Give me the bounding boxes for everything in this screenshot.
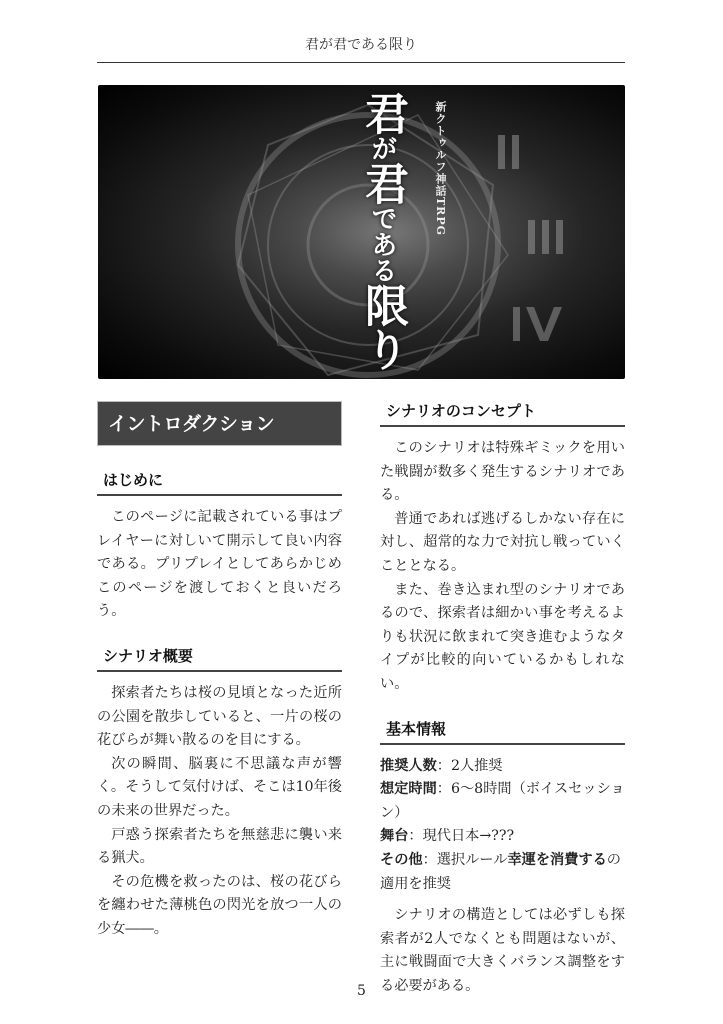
paragraph: このシナリオは特殊ギミックを用いた戦闘が数多く発生するシナリオである。 [380,440,625,504]
paragraph: 次の瞬間、脳裏に不思議な声が響く。そうして気付けば、そこは10年後の未来の世界だった。 [97,755,342,819]
info-separator: ： [422,851,437,868]
paragraph: 戸惑う探索者たちを無慈悲に襲い来る猟犬。 [97,826,342,867]
header-rule [97,62,625,63]
left-column [97,401,342,942]
paragraph: 普通であれば逃げるしかない存在に対し、超常的な力で対抗し戦っていくこととなる。 [380,510,625,574]
info-separator: ： [408,828,423,845]
info-value-emphasis: 幸運を消費する [507,851,607,868]
cover-title-char: り [357,327,408,371]
paragraph: シナリオの構造としては必ずしも探索者が2人でなくとも問題はないが、主に戦闘面で大きくバランス調整をする必要がある。 [380,907,625,994]
info-label: 推奨人数 [380,757,437,774]
section-banner: イントロダクション [97,401,342,446]
info-value: 選択ルール [436,851,508,868]
paragraph: また、巻き込まれ型のシナリオであるので、探索者は細かい事を考えるよりも状況に飲まれて突き進むようなタイプが比較的向いているかもしれない。 [380,581,625,692]
section-heading: 基本情報 [380,719,625,745]
cover-title-char: る [367,257,397,283]
cover-title-char: 限 [357,283,408,327]
cover-subtitle: 新クトゥルフ神話TRPG [434,101,447,236]
cover-title-char: で [367,205,397,231]
cover-title-char: 君 [357,161,408,205]
section-heading: シナリオのコンセプト [380,401,625,427]
info-label: 舞台 [380,828,409,845]
info-value: の適用を推奨 [380,851,621,892]
info-value: 2人推奨 [450,757,503,774]
clock-numerals-icon [498,135,563,341]
paragraph: その危機を救ったのは、桜の花びらを纏わせた薄桃色の閃光を放つ一人の少女――。 [97,873,342,937]
info-row [380,755,625,779]
section-heading: シナリオ概要 [97,646,342,672]
paragraph: 探索者たちは桜の見頃となった近所の公園を散歩していると、一片の桜の花びらが舞い散るのを目にする。 [97,684,342,749]
info-value: 6～8時間（ボイスセッション） [380,781,625,821]
cover-title-char: 君 [357,91,408,135]
cover-title [357,91,408,375]
info-row [380,778,625,825]
cover-title-char: あ [367,231,397,257]
info-label: その他 [380,851,423,868]
cover-title-char: が [367,135,397,161]
info-row [380,849,625,896]
info-separator: ： [436,781,451,798]
right-column [380,401,625,998]
paragraph: このページに記載されている事はプレイヤーに対しいて開示して良い内容である。プリプレイとしてあらかじめこのページを渡しておくと良いだろう。 [97,509,342,620]
info-label: 想定時間 [380,781,437,798]
section-heading: はじめに [97,470,342,496]
page-number: 5 [357,983,366,999]
running-title: 君が君である限り [305,37,417,53]
info-row [380,825,625,849]
cover-image [98,85,625,379]
info-separator: ： [436,757,451,774]
info-value: 現代日本→??? [422,828,515,845]
